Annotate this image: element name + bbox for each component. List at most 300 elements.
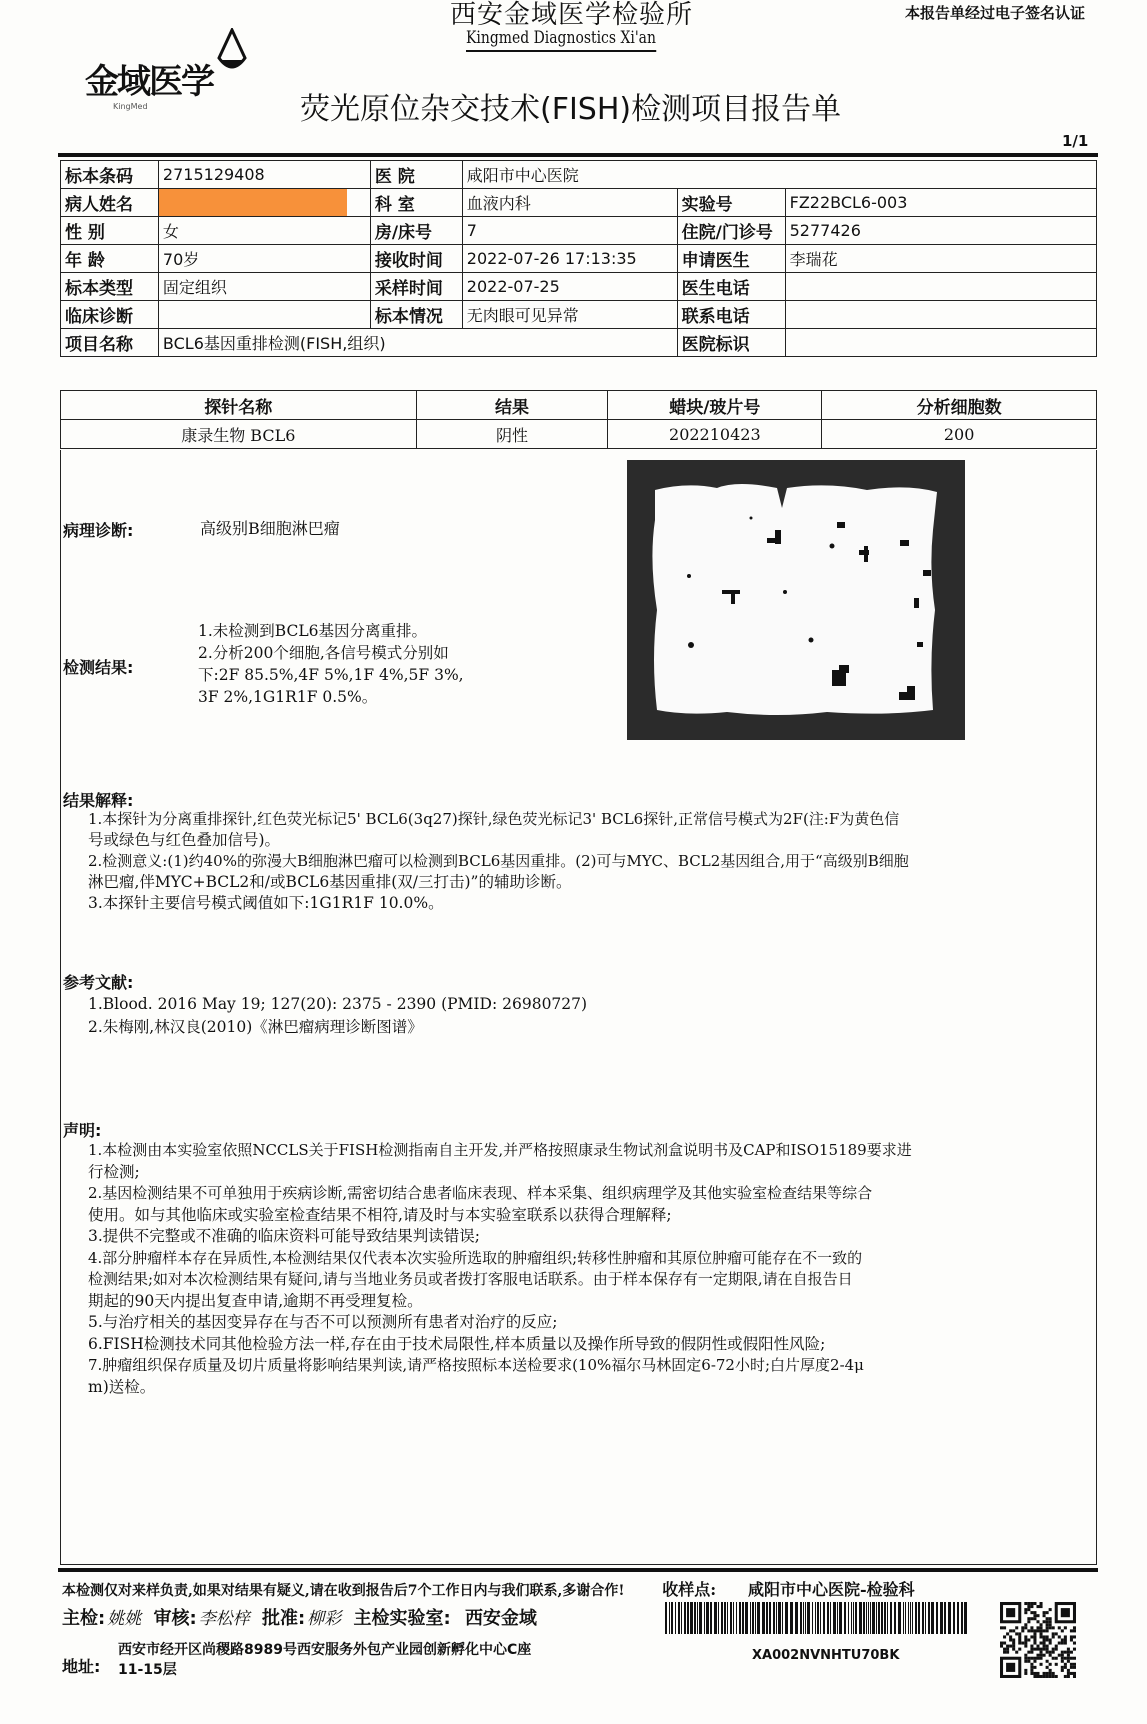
barcode-bar — [800, 1602, 802, 1634]
barcode-bar — [827, 1602, 829, 1634]
pathology-label: 病理诊断: — [63, 521, 134, 540]
qr-module — [1052, 1648, 1055, 1651]
barcode-value: 2715129408 — [158, 161, 370, 189]
qr-module — [1030, 1605, 1033, 1608]
qr-module — [1073, 1672, 1076, 1675]
qr-module — [1003, 1635, 1006, 1638]
statement-line: 7.肿瘤组织保存质量及切片质量将影响结果判读,请严格按照标本送检要求(10%福尔马林固定6-72小时;白片厚度2-4μ — [88, 1356, 864, 1374]
qr-module — [1040, 1629, 1043, 1632]
qr-module — [1064, 1657, 1067, 1660]
qr-module — [1003, 1642, 1006, 1645]
qr-module — [1024, 1608, 1027, 1611]
barcode-bar — [823, 1602, 825, 1634]
probe-result-table — [60, 390, 1097, 449]
qr-module — [1006, 1632, 1009, 1635]
qr-module — [1006, 1651, 1009, 1654]
qr-module — [1040, 1623, 1043, 1626]
statement-line: 检测结果;如对本次检测结果有疑问,请与当地业务员或者拨打客服电话联系。由于样本保存有一定期限,请在自报告日 — [88, 1270, 853, 1288]
qr-module — [1049, 1669, 1052, 1672]
barcode-bar — [830, 1602, 831, 1634]
barcode-bar — [853, 1602, 854, 1634]
hospital-label: 医 院 — [370, 161, 462, 189]
sample-status-label: 标本情况 — [370, 301, 462, 329]
qr-module — [1000, 1642, 1003, 1645]
qr-module — [1067, 1651, 1070, 1654]
qr-module — [1040, 1626, 1043, 1629]
qr-module — [1009, 1635, 1012, 1638]
qr-module — [1067, 1669, 1070, 1672]
barcode-bar — [704, 1602, 705, 1634]
qr-module — [1033, 1635, 1036, 1638]
qr-module — [1027, 1657, 1030, 1660]
collection-value: 咸阳市中心医院-检验科 — [747, 1580, 915, 1599]
qr-module — [1043, 1648, 1046, 1651]
barcode-bar — [918, 1602, 920, 1634]
inpatient-value: 5277426 — [785, 217, 1096, 245]
qr-module — [1070, 1666, 1073, 1669]
barcode-bar — [733, 1602, 734, 1634]
contact-phone-label: 联系电话 — [677, 301, 785, 329]
qr-module — [1052, 1675, 1055, 1678]
qr-module — [1070, 1635, 1073, 1638]
qr-module — [1033, 1614, 1036, 1617]
result-line: 下:2F 85.5%,4F 5%,1F 4%,5F 3%, — [198, 666, 464, 684]
barcode-bar — [890, 1602, 892, 1634]
qr-module — [1061, 1638, 1064, 1641]
labno-label: 实验号 — [677, 189, 785, 217]
barcode-bar — [687, 1602, 689, 1634]
barcode-bar — [898, 1602, 901, 1634]
barcode-bar — [855, 1602, 857, 1634]
hospital-value: 咸阳市中心医院 — [462, 161, 1096, 189]
qr-module — [1036, 1654, 1039, 1657]
received-value: 2022-07-26 17:13:35 — [462, 245, 677, 273]
qr-module — [1040, 1654, 1043, 1657]
qr-module — [1036, 1626, 1039, 1629]
barcode-bar — [820, 1602, 821, 1634]
qr-module — [1049, 1675, 1052, 1678]
qr-module — [1049, 1626, 1052, 1629]
qr-module — [1033, 1660, 1036, 1663]
qr-module — [1030, 1657, 1033, 1660]
patient-name-label: 病人姓名 — [61, 189, 159, 217]
qr-module — [1024, 1638, 1027, 1641]
barcode-bar — [844, 1602, 846, 1634]
qr-module — [1036, 1672, 1039, 1675]
qr-module — [1012, 1648, 1015, 1651]
clinical-dx-label: 临床诊断 — [61, 301, 159, 329]
qr-module — [1058, 1654, 1061, 1657]
barcode-bar — [699, 1602, 702, 1634]
esign-note: 本报告单经过电子签名认证 — [905, 4, 1086, 22]
doctor-label: 申请医生 — [677, 245, 785, 273]
footer-divider — [58, 1568, 1098, 1572]
barcode-bar — [776, 1602, 777, 1634]
qr-module — [1036, 1605, 1039, 1608]
barcode-bar — [678, 1602, 680, 1634]
qr-module — [1073, 1657, 1076, 1660]
qr-module — [1070, 1672, 1073, 1675]
qr-module — [1036, 1620, 1039, 1623]
qr-module — [1012, 1638, 1015, 1641]
qr-module — [1040, 1663, 1043, 1666]
qr-module — [1049, 1620, 1052, 1623]
address-text — [118, 1640, 531, 1680]
barcode-bar — [881, 1602, 883, 1634]
qr-module — [1049, 1642, 1052, 1645]
approver-label: 批准: — [261, 1608, 306, 1629]
qr-module — [1012, 1645, 1015, 1648]
barcode-bar — [739, 1602, 741, 1634]
qr-module — [1046, 1645, 1049, 1648]
qr-module — [1040, 1605, 1043, 1608]
qr-module — [1052, 1632, 1055, 1635]
qr-module — [1067, 1654, 1070, 1657]
barcode-bar — [912, 1602, 913, 1634]
interpretation-line: 3.本探针主要信号模式阈值如下:1G1R1F 10.0%。 — [88, 894, 444, 912]
barcode-bar — [782, 1602, 783, 1634]
reviewer-signature: 李松梓 — [198, 1609, 250, 1629]
company-logo — [85, 28, 255, 111]
qr-module — [1055, 1675, 1058, 1678]
interpretation-line: 号或绿色与红色叠加信号)。 — [88, 831, 281, 849]
barcode-bar — [697, 1602, 698, 1634]
qr-module — [1009, 1645, 1012, 1648]
statement-line: 5.与治疗相关的基因变异存在与否不可以预测所有患者对治疗的反应; — [88, 1313, 558, 1331]
bed-label: 房/床号 — [370, 217, 462, 245]
qr-module — [1052, 1672, 1055, 1675]
qr-module — [1055, 1632, 1058, 1635]
qr-module — [1073, 1666, 1076, 1669]
qr-module — [1046, 1660, 1049, 1663]
qr-module — [1009, 1629, 1012, 1632]
statement-line: 使用。如与其他临床或实验室检查结果不相符,请及时与本实验室联系以获得合理解释; — [88, 1205, 672, 1224]
qr-module — [1009, 1638, 1012, 1641]
barcode-bar — [931, 1602, 934, 1634]
qr-module — [1061, 1651, 1064, 1654]
qr-module — [1067, 1660, 1070, 1663]
qr-module — [1006, 1663, 1015, 1672]
qr-module — [1027, 1608, 1030, 1611]
clinical-dx-value — [158, 301, 370, 329]
barcode-bar — [833, 1602, 836, 1634]
qr-module — [1049, 1663, 1052, 1666]
logo-subtext: KingMed — [113, 102, 148, 111]
barcode-bar — [905, 1602, 906, 1634]
lab-name-cn: 西安金域医学检验所 — [450, 0, 694, 30]
interpretation-line: 1.本探针为分离重排探针,红色荧光标记5' BCL6(3q27)探针,绿色荧光标记3' BCL6探针,正常信号模式为2F(注:F为黄色信 — [88, 810, 900, 828]
qr-module — [1027, 1660, 1030, 1663]
barcode-bar — [953, 1602, 955, 1634]
qr-module — [1030, 1651, 1033, 1654]
qr-module — [1073, 1675, 1076, 1678]
barcode-bar — [690, 1602, 693, 1634]
qr-module — [1036, 1629, 1039, 1632]
qr-module — [1027, 1617, 1030, 1620]
barcode-bar — [790, 1602, 793, 1634]
qr-module — [1006, 1648, 1009, 1651]
patient-name-value — [158, 189, 370, 217]
qr-module — [1061, 1666, 1064, 1669]
qr-module — [1052, 1657, 1055, 1660]
dept-label: 科 室 — [370, 189, 462, 217]
qr-module — [1015, 1651, 1018, 1654]
statement-line: 4.部分肿瘤样本存在异质性,本检测结果仅代表本次实验所选取的肿瘤组织;转移性肿瘤和其原位肿瘤可能存在不一致的 — [88, 1248, 863, 1267]
pathology-value: 高级别B细胞淋巴瘤 — [200, 519, 340, 538]
qr-module — [1027, 1605, 1030, 1608]
qr-module — [1046, 1620, 1049, 1623]
barcode-bar — [876, 1602, 877, 1634]
qr-module — [1036, 1657, 1039, 1660]
barcode-bar — [863, 1602, 865, 1634]
table-row — [61, 301, 1097, 329]
address-label: 地址: — [62, 1657, 101, 1676]
qr-module — [1030, 1672, 1033, 1675]
barcode-bar — [915, 1602, 917, 1634]
qr-module — [1030, 1648, 1033, 1651]
qr-module — [1046, 1623, 1049, 1626]
qr-module — [1033, 1675, 1036, 1678]
qr-module — [1021, 1629, 1024, 1632]
qr-module — [1052, 1651, 1055, 1654]
qr-module — [1067, 1648, 1070, 1651]
barcode-bar — [878, 1602, 880, 1634]
col-header-probe: 探针名称 — [61, 391, 417, 420]
qr-module — [1043, 1620, 1046, 1623]
qr-module — [1033, 1666, 1036, 1669]
doctor-phone-value — [785, 273, 1096, 301]
qr-module — [1030, 1645, 1033, 1648]
barcode-bar — [870, 1602, 871, 1634]
table-header-row — [61, 391, 1097, 420]
qr-module — [1046, 1675, 1049, 1678]
barcode-bar — [812, 1602, 813, 1634]
sampled-value: 2022-07-25 — [462, 273, 677, 301]
main-lab-value: 西安金域 — [464, 1608, 537, 1629]
qr-module — [1036, 1675, 1039, 1678]
qr-module — [1024, 1657, 1027, 1660]
barcode-bar — [908, 1602, 909, 1634]
qr-module — [1036, 1645, 1039, 1648]
qr-module — [1030, 1617, 1033, 1620]
qr-module — [1003, 1648, 1006, 1651]
qr-module — [1018, 1635, 1021, 1638]
signature-row — [62, 1604, 537, 1630]
qr-module — [1043, 1638, 1046, 1641]
qr-module — [1012, 1642, 1015, 1645]
barcode-bar — [817, 1602, 819, 1634]
barcode-bar — [928, 1602, 930, 1634]
qr-module — [1012, 1629, 1015, 1632]
qr-module — [1018, 1648, 1021, 1651]
address-line: 西安市经开区尚稷路8989号西安服务外包产业园创新孵化中心C座 — [118, 1642, 532, 1658]
qr-module — [1064, 1666, 1067, 1669]
qr-module — [1000, 1645, 1003, 1648]
fish-image-graphic — [627, 460, 965, 740]
qr-module — [1040, 1632, 1043, 1635]
qr-module — [1003, 1651, 1006, 1654]
qr-module — [1033, 1642, 1036, 1645]
approver-signature: 柳彩 — [307, 1609, 342, 1629]
patient-info-table — [60, 160, 1097, 357]
qr-module — [1043, 1629, 1046, 1632]
barcode-label: 标本条码 — [61, 161, 159, 189]
qr-module — [1073, 1663, 1076, 1666]
result-line: 3F 2%,1G1R1F 0.5%。 — [198, 688, 378, 706]
reference-item: 2.朱梅刚,林汉良(2010)《淋巴瘤病理诊断图谱》 — [88, 1018, 423, 1036]
qr-module — [1064, 1635, 1067, 1638]
probe-result: 阴性 — [416, 420, 608, 449]
qr-module — [1033, 1672, 1036, 1675]
doctor-value: 李瑞花 — [785, 245, 1096, 273]
col-header-cells: 分析细胞数 — [822, 391, 1097, 420]
qr-module — [1015, 1626, 1018, 1629]
barcode-bar — [795, 1602, 798, 1634]
qr-module — [1061, 1660, 1064, 1663]
qr-module — [1046, 1672, 1049, 1675]
qr-module — [1046, 1617, 1049, 1620]
main-lab-label: 主检实验室: — [353, 1608, 451, 1629]
item-value: BCL6基因重排检测(FISH,组织) — [158, 329, 677, 357]
qr-module — [1033, 1648, 1036, 1651]
barcode-bar — [750, 1602, 751, 1634]
labno-value: FZ22BCL6-003 — [785, 189, 1096, 217]
qr-module — [1033, 1657, 1036, 1660]
statement-line: 1.本检测由本实验室依照NCCLS关于FISH检测指南自主开发,并严格按照康录生物试剂盒说明书及CAP和ISO15189要求进 — [88, 1141, 912, 1159]
statement-line: 2.基因检测结果不可单独用于疾病诊断,需密切结合患者临床表现、样本采集、组织病理学及其他实验室检查结果等综合 — [88, 1184, 873, 1202]
footer-note — [62, 1577, 915, 1600]
qr-module — [1073, 1648, 1076, 1651]
hospital-id-value — [785, 329, 1096, 357]
age-label: 年 龄 — [61, 245, 159, 273]
qr-module — [1043, 1672, 1046, 1675]
qr-module — [1024, 1611, 1027, 1614]
qr-module — [1064, 1663, 1067, 1666]
col-header-result: 结果 — [416, 391, 608, 420]
qr-module — [1064, 1642, 1067, 1645]
interpretation-line: 淋巴瘤,伴MYC+BCL2和/或BCL6基因重排(双/三打击)”的辅助诊断。 — [88, 873, 572, 891]
header-divider — [58, 153, 1098, 157]
barcode-bar — [887, 1602, 888, 1634]
qr-module — [1046, 1626, 1049, 1629]
barcode-bar — [766, 1602, 768, 1634]
qr-module — [1070, 1638, 1073, 1641]
fish-microscopy-image — [627, 460, 965, 740]
doctor-phone-label: 医生电话 — [677, 273, 785, 301]
qr-module — [1052, 1635, 1055, 1638]
barcode-bar — [859, 1602, 862, 1634]
barcode-bar — [925, 1602, 926, 1634]
report-barcode — [665, 1602, 970, 1634]
qr-module — [1021, 1626, 1024, 1629]
qr-module — [1027, 1629, 1030, 1632]
qr-module — [1052, 1626, 1055, 1629]
barcode-bar — [671, 1602, 673, 1634]
references-label: 参考文献: — [63, 973, 134, 992]
contact-phone-value — [785, 301, 1096, 329]
barcode-bar — [837, 1602, 838, 1634]
reference-item: 1.Blood. 2016 May 19; 127(20): 2375 - 2390 (PMID: 26980727) — [88, 995, 588, 1013]
qr-module — [1046, 1666, 1049, 1669]
qr-module — [1073, 1635, 1076, 1638]
barcode-bar — [778, 1602, 781, 1634]
col-header-block: 蜡块/玻片号 — [608, 391, 822, 420]
result-text — [198, 620, 464, 708]
qr-module — [1030, 1602, 1033, 1605]
reviewer-label: 审核: — [153, 1608, 197, 1629]
qr-module — [1024, 1660, 1027, 1663]
qr-module — [1049, 1654, 1052, 1657]
qr-module — [1049, 1623, 1052, 1626]
barcode-bar — [769, 1602, 771, 1634]
barcode-bar — [936, 1602, 938, 1634]
qr-module — [1049, 1651, 1052, 1654]
sampled-label: 采样时间 — [370, 273, 462, 301]
qr-module — [1006, 1645, 1009, 1648]
qr-module — [1073, 1626, 1076, 1629]
redaction-block — [159, 189, 347, 216]
page-number: 1/1 — [1062, 132, 1089, 150]
qr-module — [1033, 1632, 1036, 1635]
table-row — [61, 245, 1097, 273]
qr-module — [1030, 1666, 1033, 1669]
qr-module — [1046, 1611, 1049, 1614]
qr-module — [1036, 1614, 1039, 1617]
barcode-bar — [730, 1602, 732, 1634]
qr-module — [1030, 1611, 1033, 1614]
barcode-bar — [848, 1602, 849, 1634]
qr-module — [1049, 1617, 1052, 1620]
barcode-bar — [807, 1602, 810, 1634]
result-line: 2.分析200个细胞,各信号模式分别如 — [198, 644, 449, 662]
result-label: 检测结果: — [63, 658, 134, 677]
hospital-id-label: 医院标识 — [677, 329, 785, 357]
received-label: 接收时间 — [370, 245, 462, 273]
qr-module — [1046, 1635, 1049, 1638]
qr-module — [1043, 1635, 1046, 1638]
lab-name-en: Kingmed Diagnostics Xi'an — [466, 28, 656, 52]
barcode-bar — [762, 1602, 765, 1634]
barcode-bar — [710, 1602, 712, 1634]
table-row — [61, 329, 1097, 357]
qr-module — [1021, 1642, 1024, 1645]
qr-module — [1061, 1669, 1064, 1672]
qr-module — [1027, 1602, 1030, 1605]
qr-module — [1043, 1614, 1046, 1617]
qr-module — [1058, 1635, 1061, 1638]
sample-type-label: 标本类型 — [61, 273, 159, 301]
barcode-bar — [961, 1602, 963, 1634]
barcode-text: XA002NVNHTU70BK — [752, 1648, 900, 1663]
qr-module — [1046, 1651, 1049, 1654]
qr-module — [1030, 1629, 1033, 1632]
statement-line: 3.提供不完整或不准确的临床资料可能导致结果判读错误; — [88, 1227, 481, 1245]
qr-module — [1040, 1602, 1043, 1605]
qr-module — [1061, 1642, 1064, 1645]
barcode-bar — [948, 1602, 951, 1634]
table-row — [61, 161, 1097, 189]
qr-module — [1055, 1648, 1058, 1651]
qr-module — [1033, 1629, 1036, 1632]
qr-module — [1018, 1642, 1021, 1645]
qr-module — [1046, 1638, 1049, 1641]
barcode-bar — [665, 1602, 667, 1634]
qr-module — [1040, 1675, 1043, 1678]
qr-module — [1000, 1626, 1003, 1629]
address-line: 11-15层 — [118, 1662, 177, 1678]
result-line: 1.未检测到BCL6基因分离重排。 — [198, 622, 427, 640]
qr-module — [1064, 1626, 1067, 1629]
